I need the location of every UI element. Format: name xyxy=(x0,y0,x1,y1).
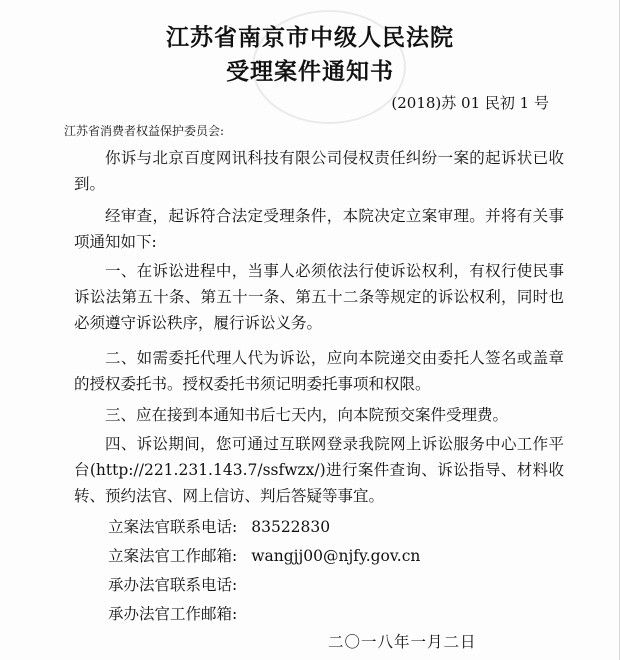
contact-label: 承办法官联系电话: xyxy=(108,576,238,594)
contact-value: wangjj00@njfy.gov.cn xyxy=(251,547,421,565)
paragraph-item-3: 三、应在接到本通知书后七天内，向本院预交案件受理费。 xyxy=(105,406,509,424)
court-name: 江苏省南京市中级人民法院 xyxy=(166,24,454,51)
document-date: 二〇一八年一月二日 xyxy=(328,633,477,651)
contact-row-filing-email xyxy=(108,543,420,569)
contact-row-filing-phone xyxy=(108,514,330,540)
document-title: 受理案件通知书 xyxy=(226,58,394,85)
document-header xyxy=(0,22,620,88)
contact-row-judge-phone xyxy=(108,572,251,598)
paragraph-item-1: 一、在诉讼进程中，当事人必须依法行使诉讼权利，有权行使民事诉讼法第五十条、第五十一条、第五十二条等规定的诉讼权利，同时也必须遵守诉讼秩序，履行诉讼义务。 xyxy=(74,262,564,332)
case-number: (2018)苏 01 民初 1 号 xyxy=(391,94,549,112)
contact-row-judge-email xyxy=(108,601,251,627)
contact-label: 承办法官工作邮箱: xyxy=(108,605,238,623)
addressee: 江苏省消费者权益保护委员会: xyxy=(64,124,225,138)
contact-label: 立案法官工作邮箱: xyxy=(108,547,238,565)
contact-value: 83522830 xyxy=(251,518,331,536)
paragraph-receipt: 你诉与北京百度网讯科技有限公司侵权责任纠纷一案的起诉状已收到。 xyxy=(74,149,564,193)
paragraph-review: 经审查，起诉符合法定受理条件，本院决定立案审理。并将有关事项通知如下: xyxy=(74,207,564,251)
paragraph-item-2: 二、如需委托代理人代为诉讼，应向本院递交由委托人签名或盖章的授权委托书。授权委托书须记明委托事项和权限。 xyxy=(74,349,564,393)
contact-label: 立案法官联系电话: xyxy=(108,518,238,536)
paragraph-item-4: 四、诉讼期间，您可通过互联网登录我院网上诉讼服务中心工作平台(http://221.231.143.7/ssfwzx/)进行案件查询、诉讼指导、材料收转、预约法官、网上信访、判后答疑等事宜。 xyxy=(74,435,564,505)
